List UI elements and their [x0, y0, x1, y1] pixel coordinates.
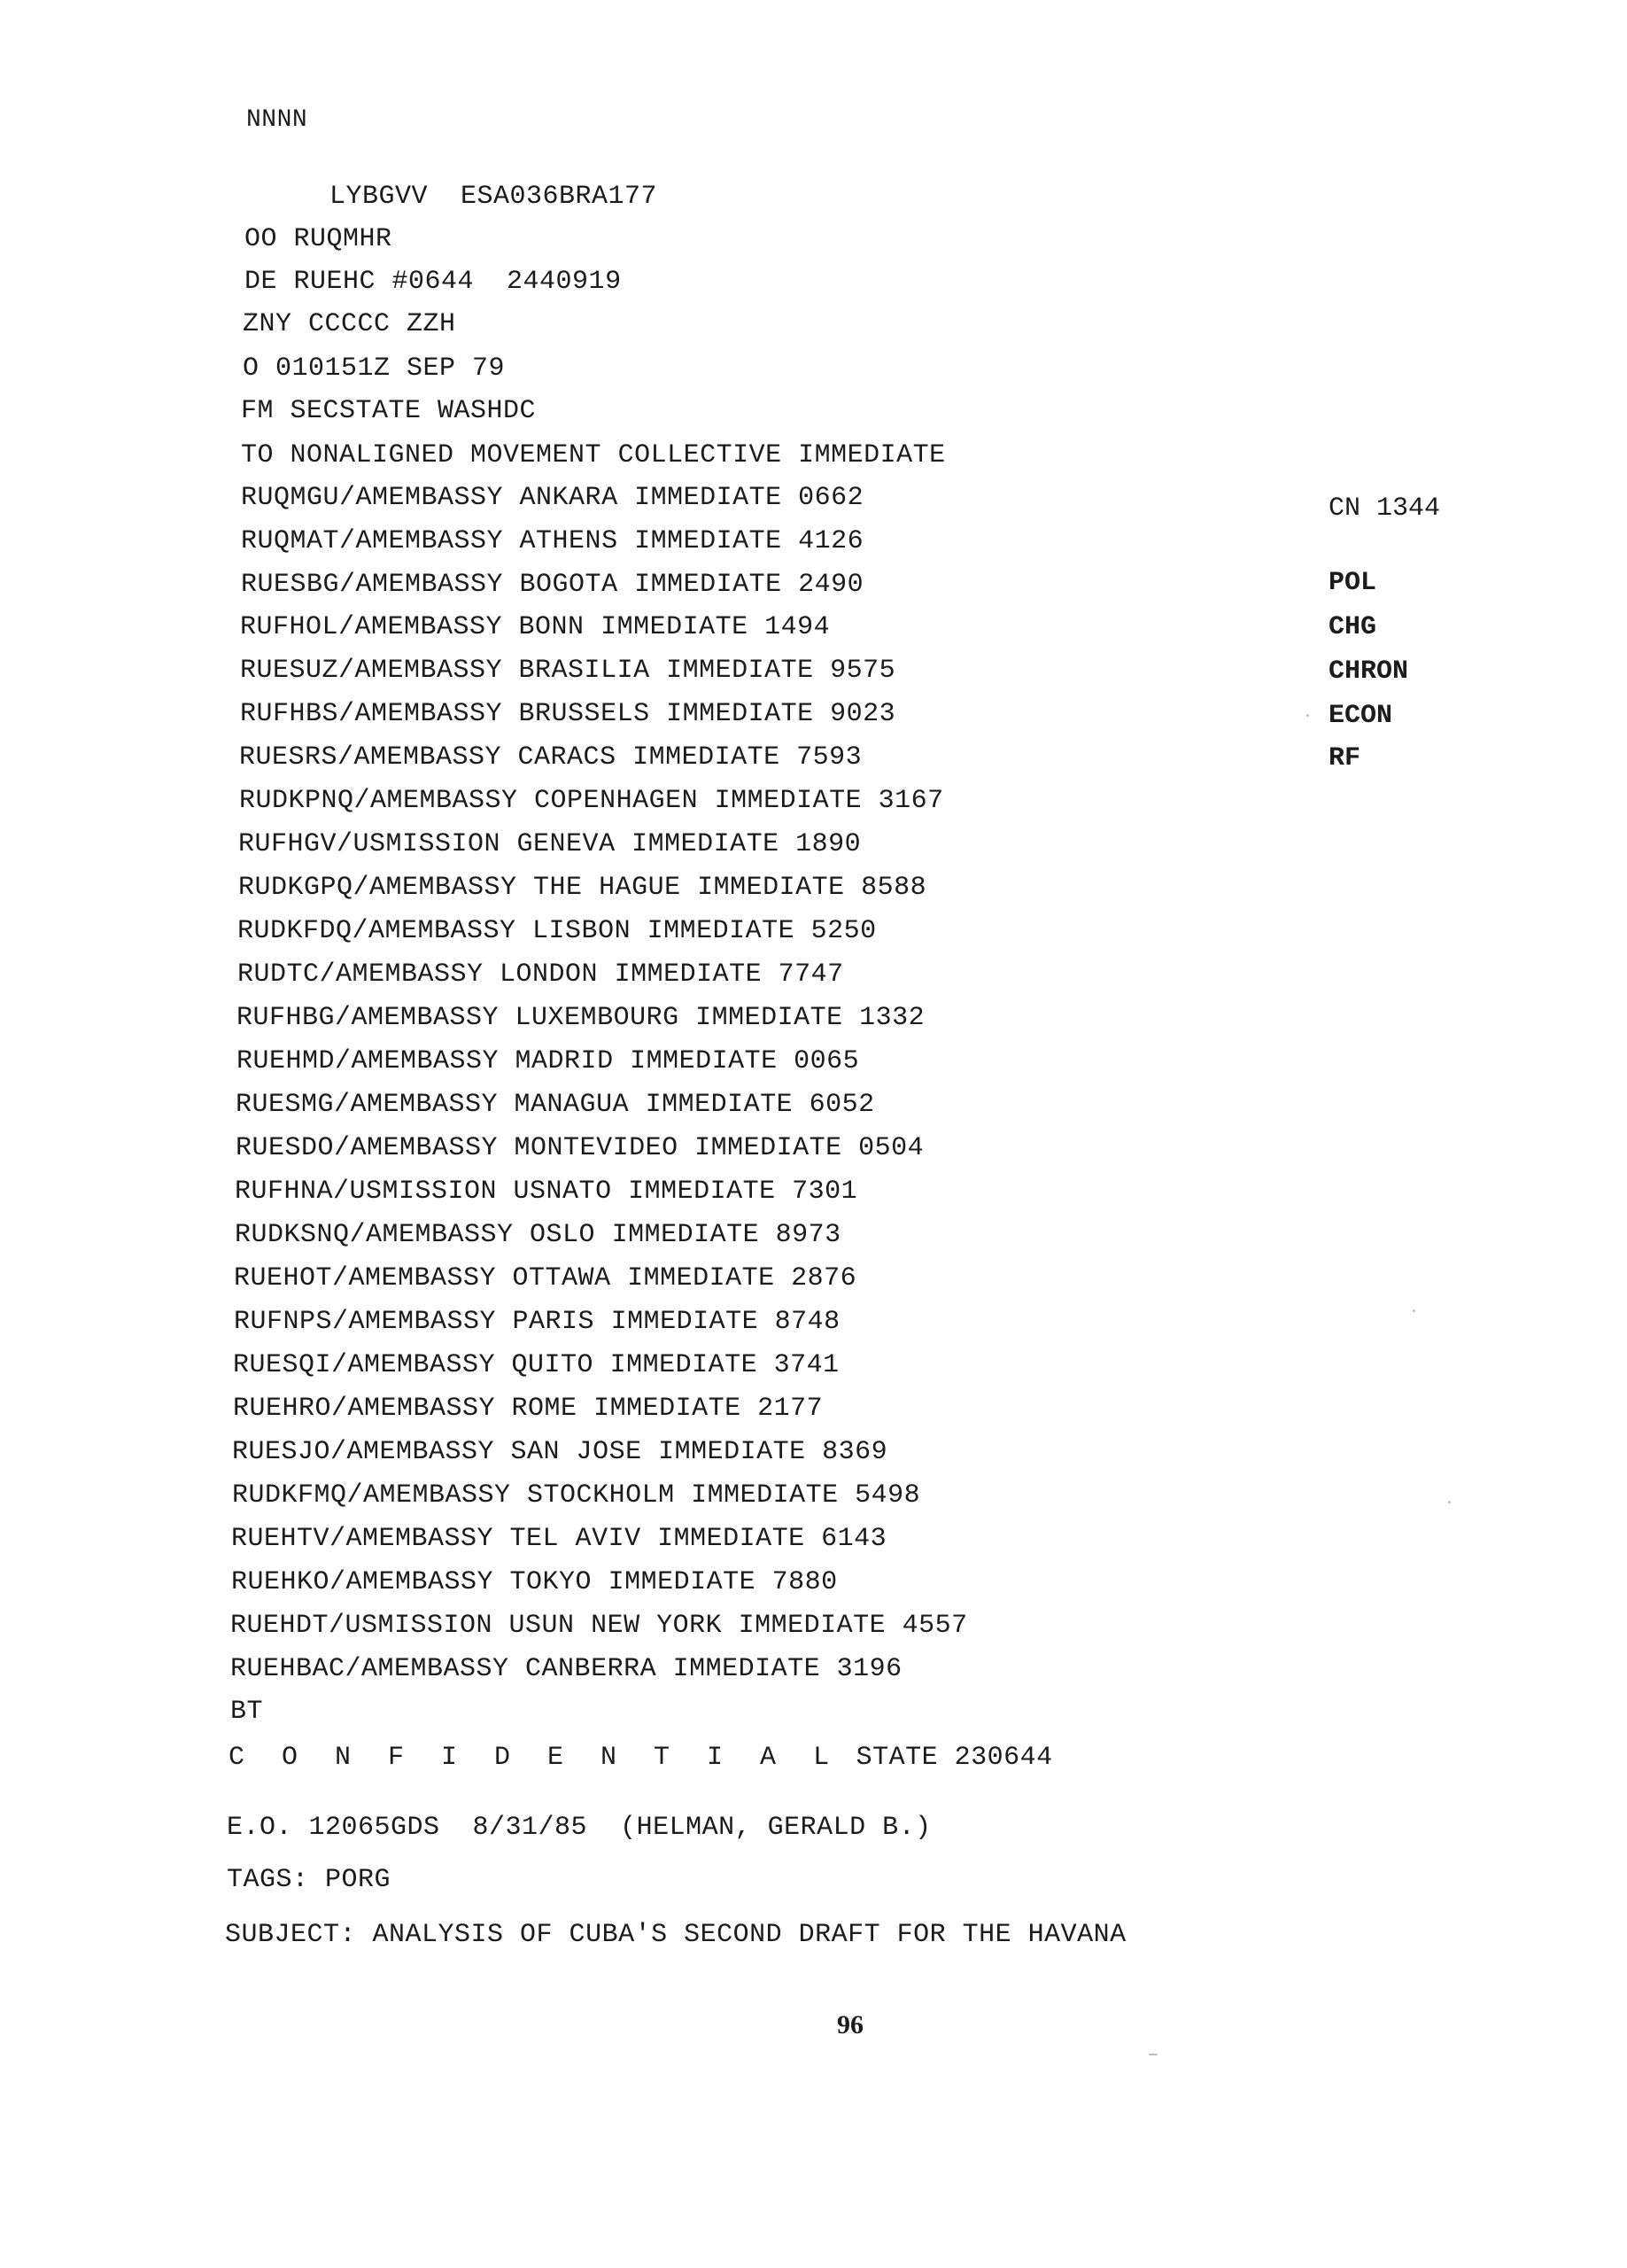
to-line: TO NONALIGNED MOVEMENT COLLECTIVE IMMEDIATE	[241, 440, 946, 470]
classification-line	[229, 1742, 1053, 1774]
scan-speck	[1413, 1309, 1415, 1312]
addressee-line: RUEHMD/AMEMBASSY MADRID IMMEDIATE 0065	[236, 1046, 860, 1076]
addressee-line: RUEHBAC/AMEMBASSY CANBERRA IMMEDIATE 3196	[230, 1654, 903, 1684]
addressee-line: RUQMGU/AMEMBASSY ANKARA IMMEDIATE 0662	[241, 483, 864, 513]
addressee-line: RUESDO/AMEMBASSY MONTEVIDEO IMMEDIATE 0504	[236, 1133, 925, 1163]
addressee-line: RUEHOT/AMEMBASSY OTTAWA IMMEDIATE 2876	[234, 1263, 857, 1293]
addressee-line: RUFHBS/AMEMBASSY BRUSSELS IMMEDIATE 9023	[240, 699, 896, 729]
dtg-line: O 010151Z SEP 79	[243, 353, 506, 384]
routing-id: LYBGVV ESA036BRA177	[329, 182, 658, 212]
addressee-line: RUFHNA/USMISSION USNATO IMMEDIATE 7301	[235, 1177, 858, 1207]
addressee-line: RUESBG/AMEMBASSY BOGOTA IMMEDIATE 2490	[241, 570, 864, 600]
scan-speck	[1149, 2054, 1158, 2055]
addressee-line: RUESJO/AMEMBASSY SAN JOSE IMMEDIATE 8369	[232, 1437, 888, 1467]
originator-line: DE RUEHC #0644 2440919	[244, 267, 622, 297]
addressee-line: RUQMAT/AMEMBASSY ATHENS IMMEDIATE 4126	[241, 526, 864, 556]
distribution-mark: RF	[1329, 743, 1361, 773]
eo-line: E.O. 12065GDS 8/31/85 (HELMAN, GERALD B.)	[227, 1813, 932, 1843]
zny-line: ZNY CCCCC ZZH	[243, 309, 456, 339]
addressee-line: RUFHOL/AMEMBASSY BONN IMMEDIATE 1494	[240, 612, 831, 642]
addressee-line: RUESUZ/AMEMBASSY BRASILIA IMMEDIATE 9575	[240, 656, 896, 686]
tags-line: TAGS: PORG	[227, 1865, 391, 1895]
addressee-line: RUDKPNQ/AMEMBASSY COPENHAGEN IMMEDIATE 3167	[239, 786, 944, 816]
state-reference: STATE 230644	[856, 1743, 1053, 1773]
addressee-line: RUDKFDQ/AMEMBASSY LISBON IMMEDIATE 5250	[237, 916, 877, 946]
from-line: FM SECSTATE WASHDC	[241, 396, 537, 426]
scan-speck	[1448, 1501, 1451, 1503]
addressee-line: RUESRS/AMEMBASSY CARACS IMMEDIATE 7593	[239, 742, 863, 773]
addressee-line: RUEHDT/USMISSION USUN NEW YORK IMMEDIATE 4557	[230, 1611, 968, 1641]
break-marker: BT	[230, 1697, 264, 1727]
addressee-line: RUDKSNQ/AMEMBASSY OSLO IMMEDIATE 8973	[235, 1220, 841, 1250]
distribution-mark: CHG	[1329, 612, 1377, 642]
addressee-line: RUEHKO/AMEMBASSY TOKYO IMMEDIATE 7880	[231, 1567, 838, 1597]
addressee-line: RUESQI/AMEMBASSY QUITO IMMEDIATE 3741	[233, 1350, 840, 1380]
addressee-line: RUDKFMQ/AMEMBASSY STOCKHOLM IMMEDIATE 5498	[232, 1480, 921, 1511]
addressee-line: RUDTC/AMEMBASSY LONDON IMMEDIATE 7747	[237, 959, 844, 990]
start-marker: NNNN	[246, 106, 308, 134]
subject-line: SUBJECT: ANALYSIS OF CUBA'S SECOND DRAFT FOR THE HAVANA	[225, 1920, 1127, 1950]
addressee-line: RUFHGV/USMISSION GENEVA IMMEDIATE 1890	[238, 829, 862, 859]
addressee-line: RUFHBG/AMEMBASSY LUXEMBOURG IMMEDIATE 1332	[236, 1003, 926, 1033]
classification-marking: C O N F I D E N T I A L	[229, 1743, 841, 1773]
addressee-line: RUEHTV/AMEMBASSY TEL AVIV IMMEDIATE 6143	[231, 1524, 887, 1554]
addressee-line: RUEHRO/AMEMBASSY ROME IMMEDIATE 2177	[233, 1394, 824, 1424]
cn-number: CN 1344	[1329, 493, 1441, 524]
scan-speck	[1306, 714, 1309, 717]
addressee-line: RUFNPS/AMEMBASSY PARIS IMMEDIATE 8748	[234, 1307, 841, 1337]
page-number: 96	[837, 2010, 864, 2039]
distribution-mark: POL	[1329, 568, 1377, 598]
addressee-line: RUESMG/AMEMBASSY MANAGUA IMMEDIATE 6052	[236, 1090, 875, 1120]
distribution-mark: CHRON	[1329, 656, 1409, 687]
addressee-line: RUDKGPQ/AMEMBASSY THE HAGUE IMMEDIATE 8588	[238, 873, 927, 903]
distribution-mark: ECON	[1329, 701, 1393, 731]
precedence-line: OO RUQMHR	[244, 224, 392, 254]
